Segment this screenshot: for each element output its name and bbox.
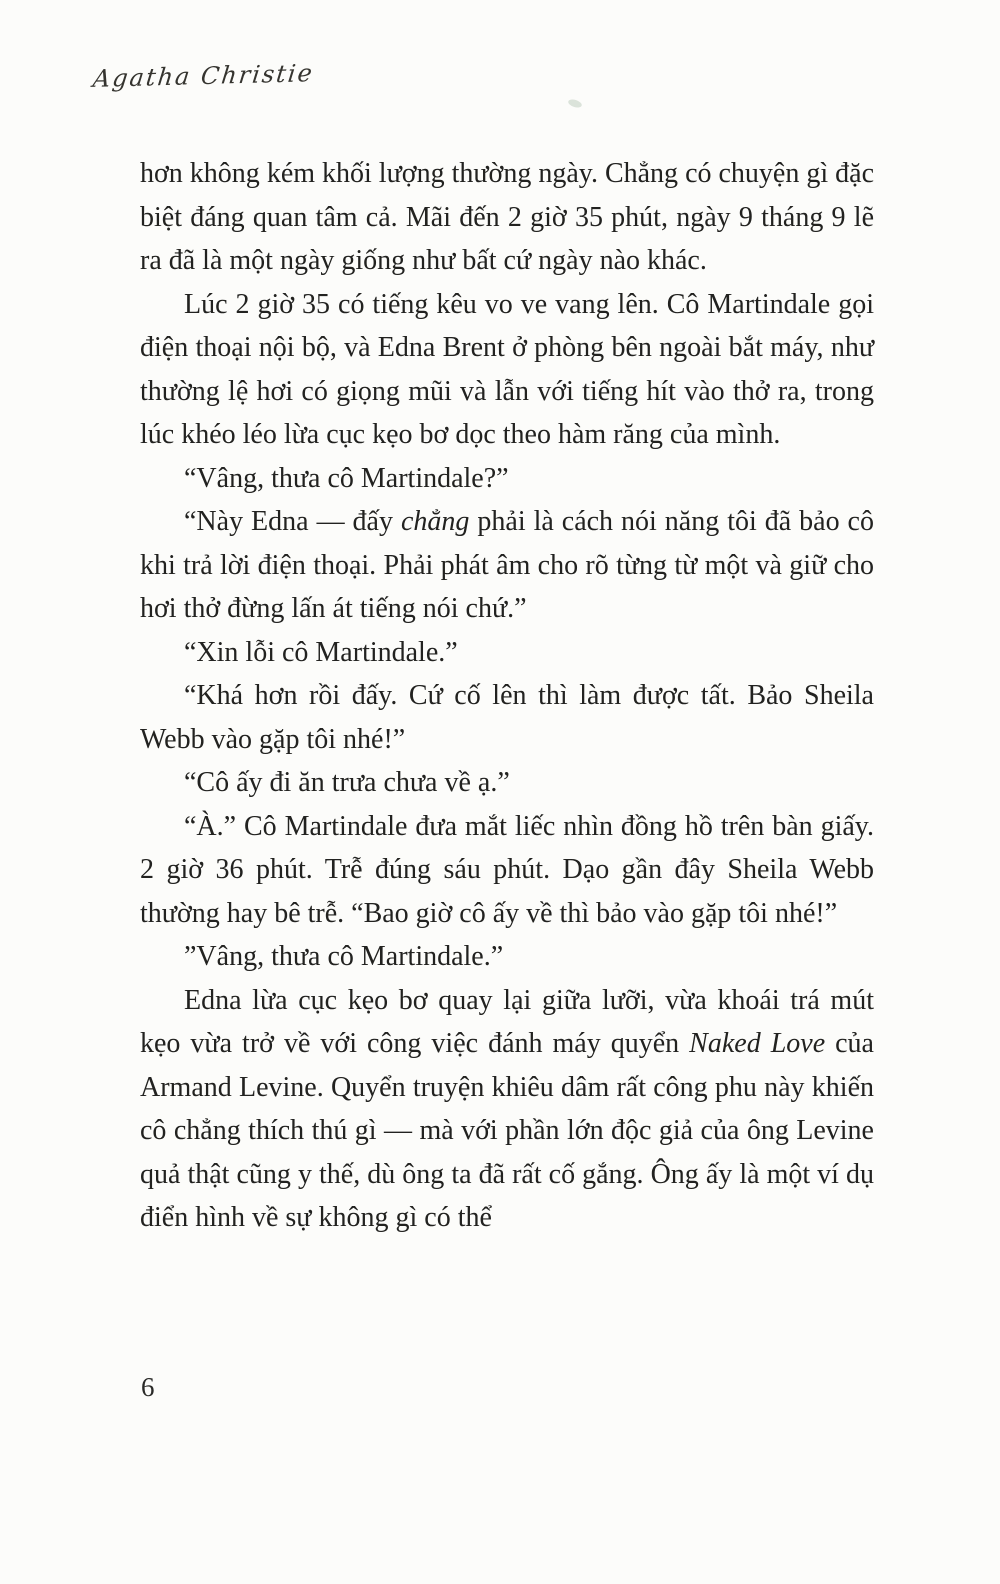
author-signature: Agatha Christie — [91, 59, 316, 93]
paragraph — [140, 674, 874, 761]
paragraph — [140, 500, 874, 631]
paragraph — [140, 761, 874, 805]
text-run: “Khá hơn rồi đấy. Cứ cố lên thì làm được tất. Bảo Sheila Webb vào gặp tôi nhé!” — [140, 680, 874, 755]
page-number: 6 — [141, 1372, 155, 1402]
paragraph — [140, 152, 874, 283]
paragraph — [140, 457, 874, 501]
text-run: ”Vâng, thưa cô Martindale.” — [184, 941, 504, 972]
text-run: Lúc 2 giờ 35 có tiếng kêu vo ve vang lên. Cô Martindale gọi điện thoại nội bộ, và Edna Brent ở phòng bên ngoài bắt máy, như thường lệ hơi có giọng mũi và lẫn với tiếng hít vào thở ra, trong lúc khéo léo lừa cục kẹo bơ dọc theo hàm răng của mình. — [140, 288, 874, 450]
paragraph — [140, 935, 874, 979]
text-run: hơn không kém khối lượng thường ngày. Chẳng có chuyện gì đặc biệt đáng quan tâm cả. Mãi đến 2 giờ 35 phút, ngày 9 tháng 9 lẽ ra đã là một ngày giống như bất cứ ngày nào khác. — [140, 158, 874, 276]
text-run-italic: chẳng — [400, 506, 470, 537]
paragraph — [140, 805, 874, 936]
text-run-italic: Naked Love — [689, 1028, 826, 1059]
text-run: “Này Edna — đấy — [184, 506, 401, 537]
paragraph — [140, 283, 874, 457]
scan-artifact — [567, 98, 582, 109]
text-run: Edna lừa cục kẹo bơ quay lại giữa lưỡi, vừa khoái trá mút kẹo vừa trở về với công việc đánh máy quyển — [140, 984, 874, 1059]
text-run: của Armand Levine. Quyển truyện khiêu dâm rất công phu này khiến cô chẳng thích thú gì — mà với phần lớn độc giả của ông Levine quả thật cũng y thế, dù ông ta đã rất cố gắng. Ông ấy là một ví dụ điển hình về sự không gì có thể — [140, 1028, 874, 1233]
text-run: “Xin lỗi cô Martindale.” — [184, 636, 458, 668]
text-run: “Cô ấy đi ăn trưa chưa về ạ.” — [184, 767, 510, 798]
text-run: “À.” Cô Martindale đưa mắt liếc nhìn đồng hồ trên bàn giấy. 2 giờ 36 phút. Trễ đúng sáu phút. Dạo gần đây Sheila Webb thường hay bê trễ. “Bao giờ cô ấy về thì bảo vào gặp tôi nhé!” — [140, 810, 874, 929]
text-run: phải là cách nói năng tôi đã bảo cô khi trả lời điện thoại. Phải phát âm cho rõ từng từ một và giữ cho hơi thở đừng lấn át tiếng nói chứ.” — [140, 506, 874, 624]
text-block — [140, 152, 874, 1240]
text-run: “Vâng, thưa cô Martindale?” — [184, 462, 509, 494]
paragraph — [140, 979, 874, 1240]
paragraph — [140, 631, 874, 675]
